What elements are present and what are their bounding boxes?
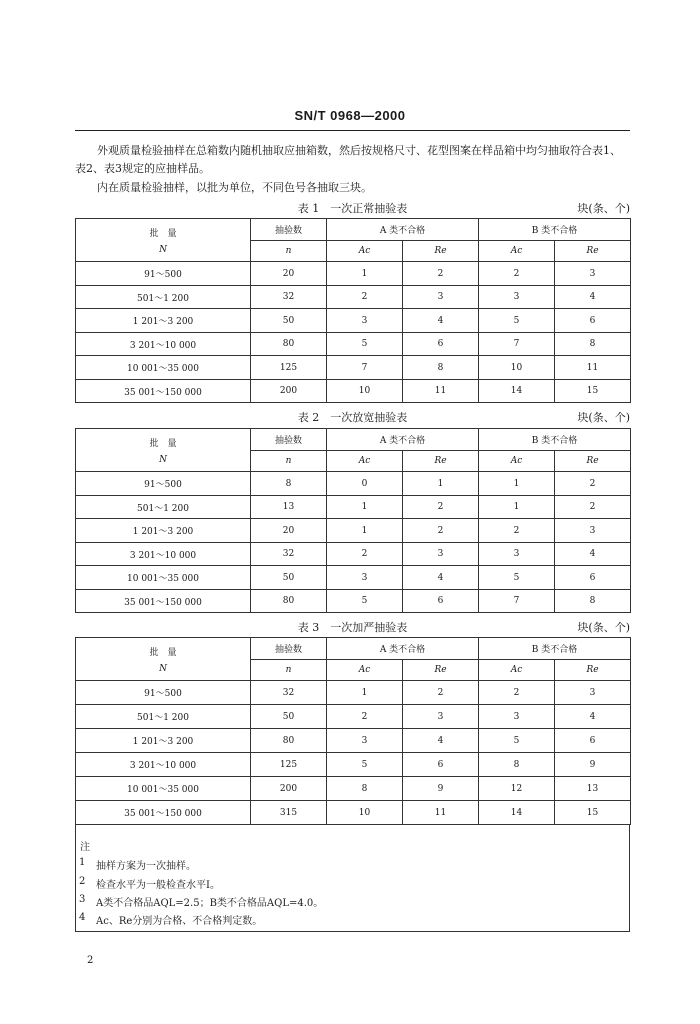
cell: 2 — [327, 286, 403, 309]
sample-symbol: n — [251, 660, 327, 681]
b-ac-header: Ac — [479, 451, 555, 472]
cell: 125 — [251, 356, 327, 380]
notes-box — [75, 825, 630, 932]
cell: 20 — [251, 519, 327, 543]
cell: 4 — [555, 705, 631, 729]
cell: 20 — [251, 262, 327, 286]
cell: 8 — [251, 472, 327, 496]
a-re-header: Re — [403, 660, 479, 681]
note-text: 抽样方案为一次抽样。 — [96, 861, 196, 872]
cell: 1 — [479, 496, 555, 519]
cell: 11 — [403, 380, 479, 403]
cell: 14 — [479, 801, 555, 825]
table-row — [76, 729, 631, 753]
a-re-header: Re — [403, 451, 479, 472]
note-number: 4 — [79, 912, 86, 923]
cell: 315 — [251, 801, 327, 825]
cell: 501～1 200 — [76, 705, 251, 729]
cell: 80 — [251, 590, 327, 613]
cell: 2 — [327, 543, 403, 566]
intro-paragraph-1: 外观质量检验抽样在总箱数内随机抽取应抽箱数，然后按规格尺寸、花型图案在样品箱中均匀抽取符合表1、表2、表3规定的应抽样品。 — [75, 144, 621, 175]
cell: 4 — [403, 729, 479, 753]
cell: 3 — [479, 286, 555, 309]
notes-heading: 注 — [80, 842, 90, 853]
table-row — [76, 286, 631, 309]
cell: 2 — [479, 262, 555, 286]
batch-label: 批 量 — [149, 228, 177, 239]
b-re-header: Re — [555, 241, 631, 262]
cell: 6 — [403, 590, 479, 613]
table-2-title: 表 2 一次放宽抽验表 — [297, 411, 408, 424]
a-ac-header: Ac — [327, 241, 403, 262]
b-ac-header: Ac — [479, 241, 555, 262]
cell: 6 — [403, 753, 479, 777]
cell: 50 — [251, 566, 327, 590]
cell: 32 — [251, 286, 327, 309]
cell: 8 — [555, 590, 631, 613]
table-row — [76, 356, 631, 380]
cell: 6 — [555, 566, 631, 590]
batch-symbol: N — [159, 663, 167, 674]
cell: 7 — [327, 356, 403, 380]
cell: 4 — [403, 566, 479, 590]
cell: 3 — [555, 262, 631, 286]
cell: 3 — [555, 681, 631, 705]
sample-symbol: n — [251, 451, 327, 472]
table-row — [76, 705, 631, 729]
table-3-title: 表 3 一次加严抽验表 — [297, 621, 408, 634]
table-row — [76, 801, 631, 825]
cell: 3 — [403, 705, 479, 729]
cell: 7 — [479, 590, 555, 613]
table-row — [76, 566, 631, 590]
table-row — [76, 333, 631, 356]
batch-label: 批 量 — [149, 647, 177, 658]
batch-header — [76, 429, 251, 472]
a-group-header: A 类不合格 — [327, 638, 479, 660]
b-group-header: B 类不合格 — [479, 638, 631, 660]
cell: 2 — [479, 681, 555, 705]
cell: 7 — [479, 333, 555, 356]
cell: 200 — [251, 380, 327, 403]
cell: 5 — [327, 590, 403, 613]
cell: 1 — [327, 519, 403, 543]
cell: 2 — [327, 705, 403, 729]
cell: 35 001～150 000 — [76, 590, 251, 613]
cell: 0 — [327, 472, 403, 496]
cell: 10 — [327, 801, 403, 825]
cell: 5 — [327, 753, 403, 777]
cell: 80 — [251, 333, 327, 356]
table-row — [76, 753, 631, 777]
table-2 — [75, 428, 631, 613]
cell: 4 — [555, 543, 631, 566]
batch-symbol: N — [159, 244, 167, 255]
cell: 4 — [403, 309, 479, 333]
note-text: 检查水平为一般检查水平Ⅰ。 — [96, 880, 220, 891]
cell: 9 — [403, 777, 479, 801]
cell: 3 201～10 000 — [76, 753, 251, 777]
cell: 1 — [479, 472, 555, 496]
cell: 501～1 200 — [76, 496, 251, 519]
cell: 10 001～35 000 — [76, 777, 251, 801]
cell: 50 — [251, 705, 327, 729]
cell: 3 — [479, 705, 555, 729]
table-1 — [75, 218, 631, 403]
cell: 32 — [251, 681, 327, 705]
cell: 501～1 200 — [76, 286, 251, 309]
cell: 1 — [327, 681, 403, 705]
table-row — [76, 519, 631, 543]
sample-symbol: n — [251, 241, 327, 262]
cell: 5 — [479, 729, 555, 753]
cell: 2 — [479, 519, 555, 543]
cell: 3 201～10 000 — [76, 543, 251, 566]
cell: 125 — [251, 753, 327, 777]
sample-header: 抽验数 — [251, 429, 327, 451]
cell: 2 — [403, 681, 479, 705]
page-number: 2 — [87, 955, 94, 966]
cell: 2 — [403, 496, 479, 519]
cell: 8 — [555, 333, 631, 356]
cell: 5 — [327, 333, 403, 356]
cell: 12 — [479, 777, 555, 801]
cell: 11 — [555, 356, 631, 380]
table-1-unit: 块(条、个) — [577, 202, 630, 215]
cell: 8 — [403, 356, 479, 380]
note-text: Ac、Re分别为合格、不合格判定数。 — [96, 916, 263, 927]
batch-label: 批 量 — [149, 438, 177, 449]
intro-paragraph-2: 内在质量检验抽样，以批为单位，不同色号各抽取三块。 — [97, 181, 372, 194]
batch-header — [76, 638, 251, 681]
table-row — [76, 380, 631, 403]
cell: 15 — [555, 801, 631, 825]
cell: 2 — [555, 496, 631, 519]
cell: 3 — [403, 286, 479, 309]
a-ac-header: Ac — [327, 660, 403, 681]
table-row — [76, 777, 631, 801]
cell: 9 — [555, 753, 631, 777]
cell: 6 — [403, 333, 479, 356]
cell: 6 — [555, 309, 631, 333]
table-1-caption — [75, 200, 630, 216]
cell: 91～500 — [76, 472, 251, 496]
cell: 11 — [403, 801, 479, 825]
batch-symbol: N — [159, 454, 167, 465]
cell: 8 — [479, 753, 555, 777]
table-row — [76, 681, 631, 705]
cell: 4 — [555, 286, 631, 309]
cell: 3 — [403, 543, 479, 566]
cell: 35 001～150 000 — [76, 380, 251, 403]
cell: 3 — [555, 519, 631, 543]
note-number: 1 — [79, 857, 86, 868]
cell: 32 — [251, 543, 327, 566]
b-ac-header: Ac — [479, 660, 555, 681]
cell: 5 — [479, 566, 555, 590]
a-group-header: A 类不合格 — [327, 429, 479, 451]
b-re-header: Re — [555, 451, 631, 472]
b-group-header: B 类不合格 — [479, 219, 631, 241]
a-re-header: Re — [403, 241, 479, 262]
table-3-unit: 块(条、个) — [577, 621, 630, 634]
cell: 3 — [327, 566, 403, 590]
cell: 1 201～3 200 — [76, 309, 251, 333]
cell: 3 201～10 000 — [76, 333, 251, 356]
table-row — [76, 262, 631, 286]
table-row — [76, 590, 631, 613]
table-row — [76, 496, 631, 519]
note-number: 3 — [79, 894, 86, 905]
cell: 3 — [479, 543, 555, 566]
cell: 2 — [403, 262, 479, 286]
table-row — [76, 472, 631, 496]
sample-header: 抽验数 — [251, 219, 327, 241]
cell: 8 — [327, 777, 403, 801]
header-rule — [75, 130, 630, 131]
cell: 2 — [403, 519, 479, 543]
cell: 91～500 — [76, 262, 251, 286]
table-row — [76, 309, 631, 333]
table-row — [76, 543, 631, 566]
table-3-caption — [75, 619, 630, 635]
b-re-header: Re — [555, 660, 631, 681]
page-header-code: SN/T 0968—2000 — [294, 108, 406, 123]
cell: 14 — [479, 380, 555, 403]
a-ac-header: Ac — [327, 451, 403, 472]
note-number: 2 — [79, 876, 86, 887]
sample-header: 抽验数 — [251, 638, 327, 660]
cell: 91～500 — [76, 681, 251, 705]
cell: 3 — [327, 309, 403, 333]
table-1-title: 表 1 一次正常抽验表 — [297, 202, 408, 215]
cell: 1 201～3 200 — [76, 729, 251, 753]
cell: 13 — [251, 496, 327, 519]
cell: 2 — [555, 472, 631, 496]
cell: 80 — [251, 729, 327, 753]
cell: 1 — [327, 262, 403, 286]
cell: 13 — [555, 777, 631, 801]
cell: 5 — [479, 309, 555, 333]
cell: 15 — [555, 380, 631, 403]
table-2-unit: 块(条、个) — [577, 411, 630, 424]
batch-header — [76, 219, 251, 262]
cell: 1 — [403, 472, 479, 496]
table-3 — [75, 637, 631, 825]
cell: 6 — [555, 729, 631, 753]
cell: 10 001～35 000 — [76, 566, 251, 590]
cell: 35 001～150 000 — [76, 801, 251, 825]
b-group-header: B 类不合格 — [479, 429, 631, 451]
a-group-header: A 类不合格 — [327, 219, 479, 241]
cell: 3 — [327, 729, 403, 753]
cell: 50 — [251, 309, 327, 333]
cell: 1 201～3 200 — [76, 519, 251, 543]
cell: 10 001～35 000 — [76, 356, 251, 380]
cell: 200 — [251, 777, 327, 801]
cell: 10 — [479, 356, 555, 380]
note-text: A类不合格品AQL=2.5；B类不合格品AQL=4.0。 — [96, 898, 324, 909]
cell: 1 — [327, 496, 403, 519]
table-2-caption — [75, 409, 630, 425]
cell: 10 — [327, 380, 403, 403]
